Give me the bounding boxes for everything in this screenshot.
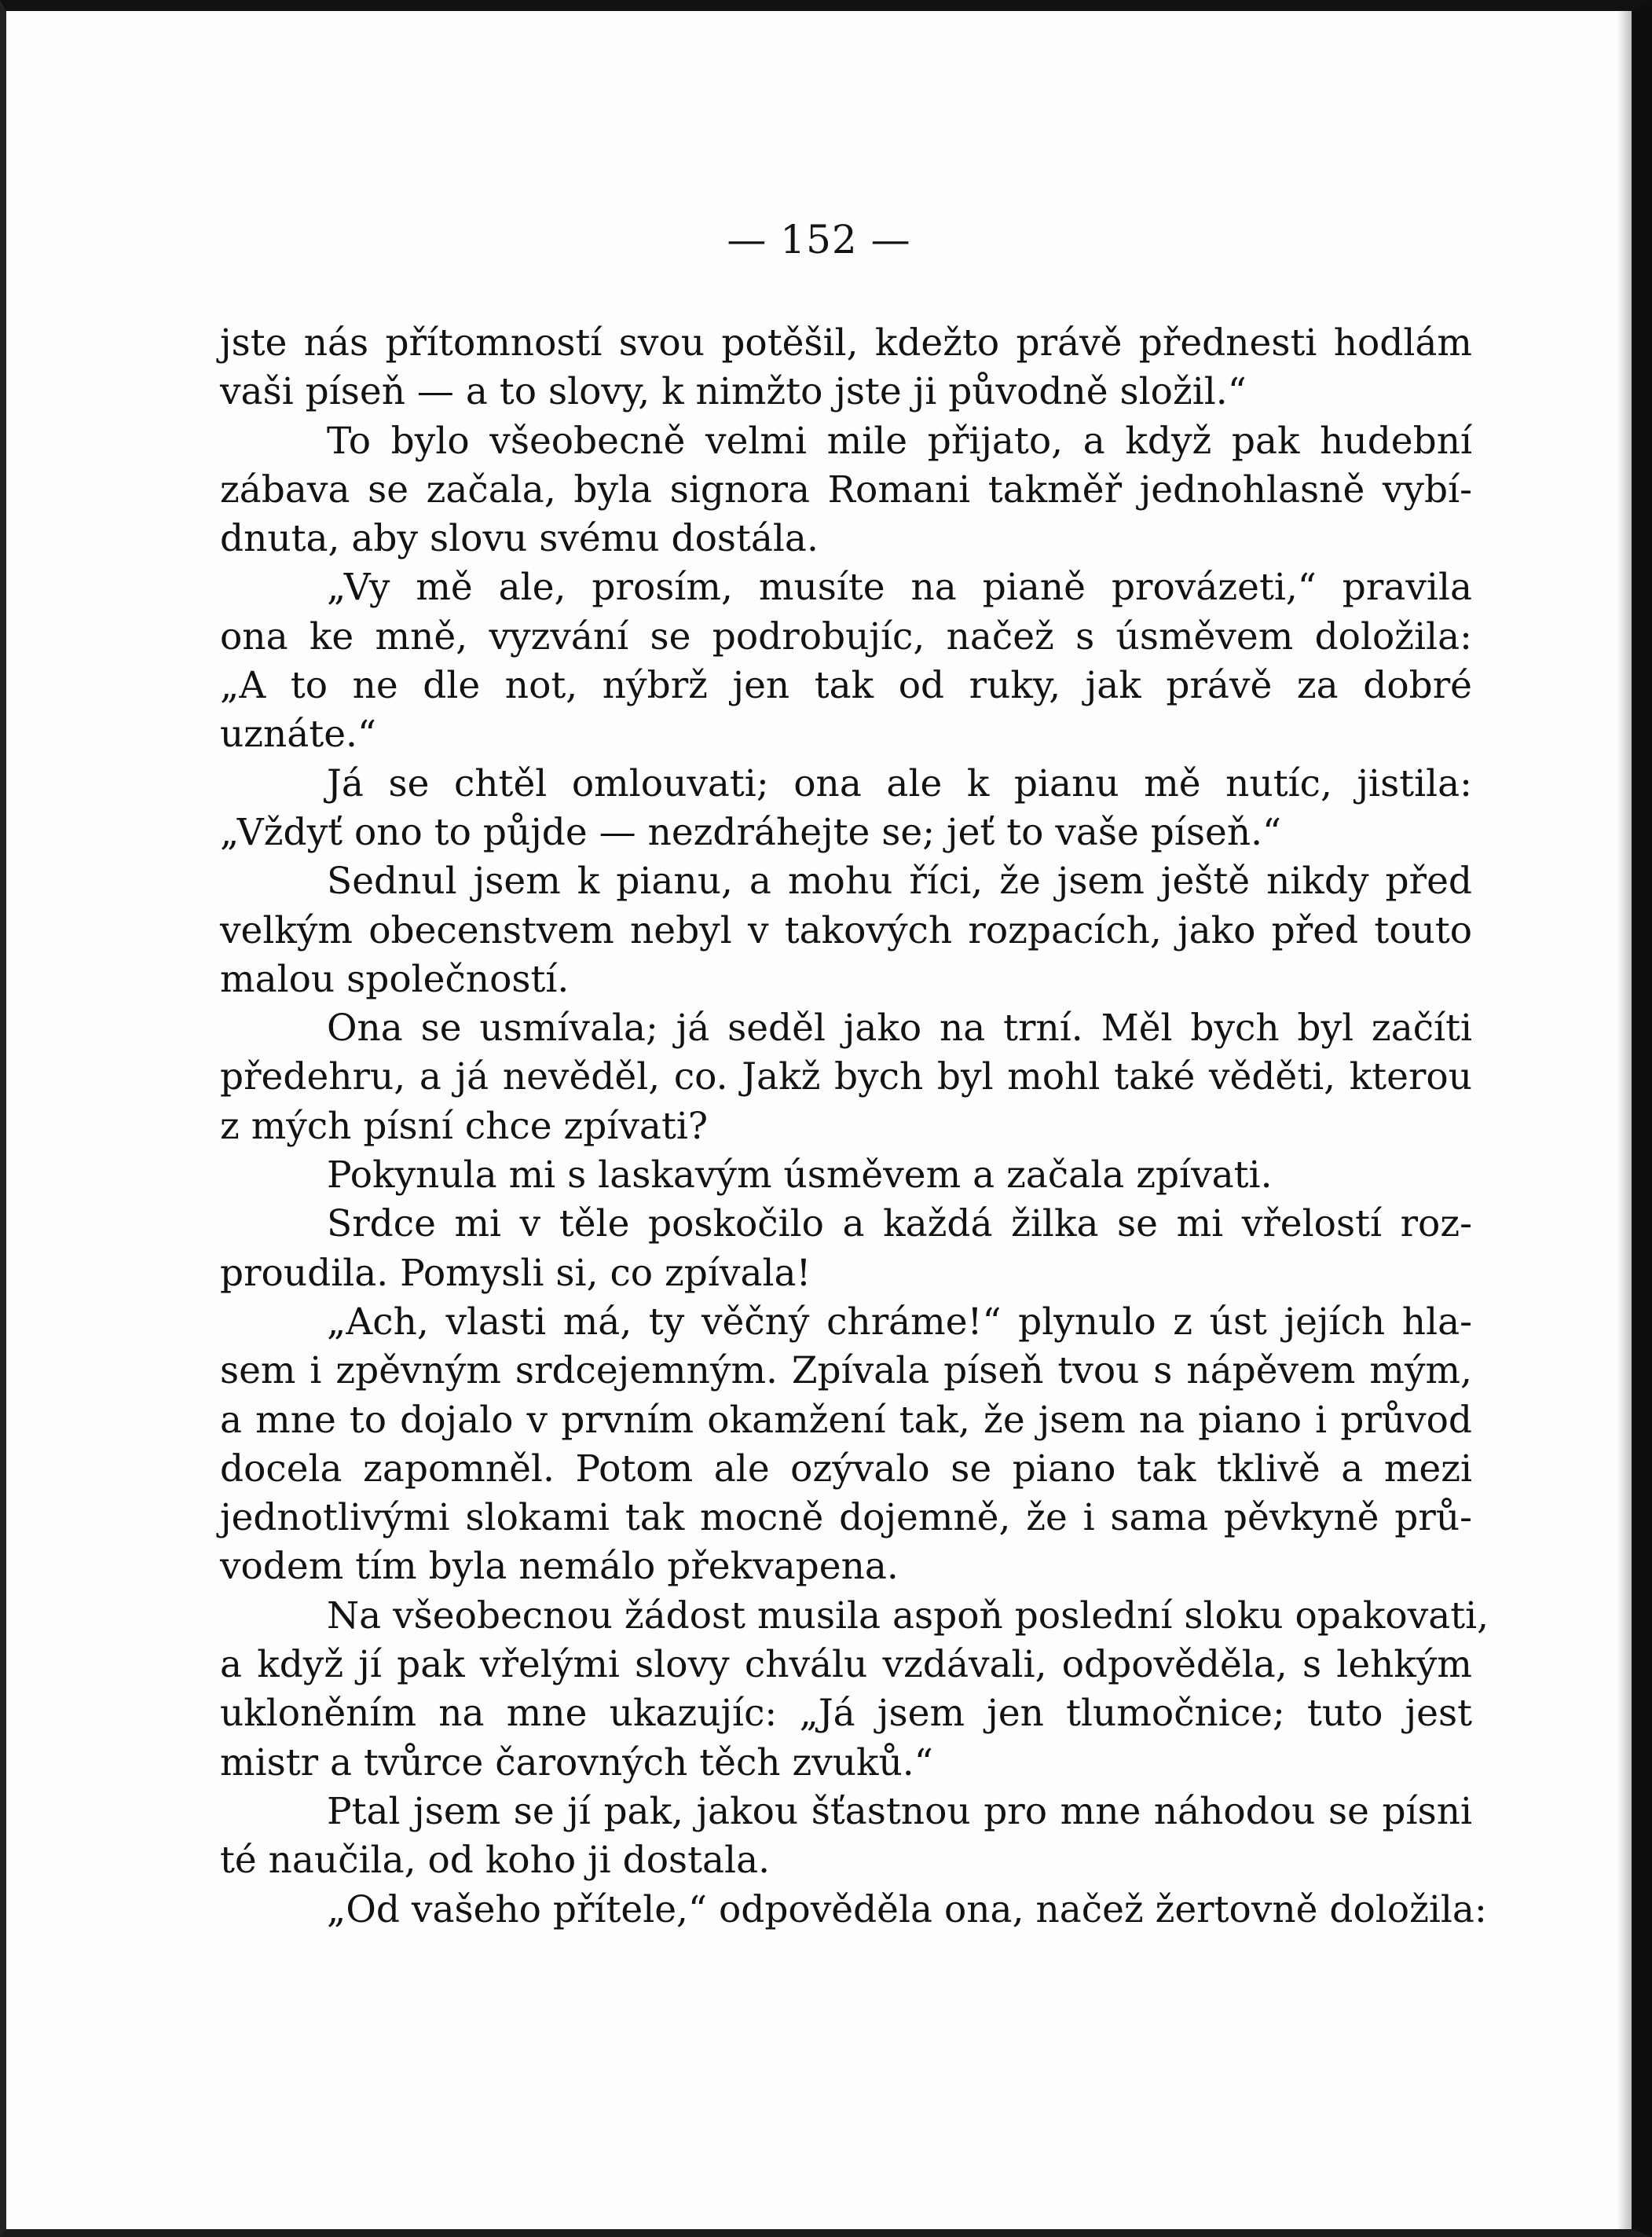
text-line: uznáte.“ — [220, 713, 376, 757]
text-line: „Od vašeho přítele,“ odpověděla ona, načež žertovně doložila: — [327, 1887, 1487, 1931]
page-number: — 152 — — [727, 217, 911, 262]
text-line: Ptal jsem se jí pak, jakou šťastnou pro mne náhodou se písni — [327, 1789, 1472, 1833]
text-line: a mne to dojalo v prvním okamžení tak, že jsem na piano i průvod — [220, 1398, 1472, 1442]
text-line: ukloněním na mne ukazujíc: „Já jsem jen tlumočnice; tuto jest — [220, 1692, 1472, 1736]
text-line: jednotlivými slokami tak mocně dojemně, že i sama pěvkyně prů- — [220, 1496, 1472, 1540]
text-line: Sednul jsem k pianu, a mohu říci, že jsem ještě nikdy před — [327, 860, 1472, 904]
text-line: jste nás přítomností svou potěšil, kdežto právě přednesti hodlám — [220, 321, 1472, 365]
text-line: Pokynula mi s laskavým úsměvem a začala zpívati. — [327, 1153, 1273, 1197]
text-line: vodem tím byla nemálo překvapena. — [220, 1545, 899, 1589]
text-line: „Ach, vlasti má, ty věčný chráme!“ plynulo z úst jejích hla- — [327, 1300, 1472, 1344]
text-line: z mých písní chce zpívati? — [220, 1104, 709, 1148]
text-line: proudila. Pomysli si, co zpívala! — [220, 1251, 811, 1295]
text-line: té naučila, od koho ji dostala. — [220, 1839, 771, 1883]
text-line: a když jí pak vřelými slovy chválu vzdávali, odpověděla, s lehkým — [220, 1643, 1472, 1687]
text-line: „A to ne dle not, nýbrž jen tak od ruky, jak právě za dobré — [220, 664, 1472, 708]
text-line: mistr a tvůrce čarovných těch zvuků.“ — [220, 1740, 933, 1784]
text-line: Ona se usmívala; já seděl jako na trní. Měl bych byl začíti — [327, 1007, 1472, 1051]
text-line: malou společností. — [220, 957, 570, 1001]
text-line: zábava se začala, byla signora Romani takměř jednohlasně vybí- — [220, 468, 1472, 512]
text-line: To bylo všeobecně velmi mile přijato, a když pak hudební — [327, 419, 1472, 463]
text-line: vaši píseň — a to slovy, k nimžto jste ji původně složil.“ — [220, 370, 1247, 414]
text-line: Srdce mi v těle poskočilo a každá žilka se mi vřelostí roz- — [327, 1202, 1472, 1246]
text-line: ona ke mně, vyzvání se podrobujíc, načež s úsměvem doložila: — [220, 614, 1472, 658]
text-line: velkým obecenstvem nebyl v takových rozpacích, jako před touto — [220, 908, 1472, 952]
text-line: „Vy mě ale, prosím, musíte na pianě provázeti,“ pravila — [327, 566, 1472, 610]
text-line: docela zapomněl. Potom ale ozývalo se piano tak tklivě a mezi — [220, 1447, 1472, 1491]
text-line: předehru, a já nevěděl, co. Jakž bych byl mohl také věděti, kterou — [220, 1055, 1472, 1099]
text-line: Na všeobecnou žádost musila aspoň poslední sloku opakovati, — [327, 1593, 1489, 1637]
text-line: Já se chtěl omlouvati; ona ale k pianu mě nutíc, jistila: — [327, 761, 1472, 805]
page-edge-shadow — [1617, 11, 1632, 2229]
body-text — [220, 319, 1489, 1934]
text-line: dnuta, aby slovu svému dostála. — [220, 517, 819, 561]
text-line: „Vždyť ono to půjde — nezdráhejte se; jeť to vaše píseň.“ — [220, 810, 1282, 854]
text-line: sem i zpěvným srdcejemným. Zpívala píseň tvou s nápěvem mým, — [220, 1349, 1472, 1393]
